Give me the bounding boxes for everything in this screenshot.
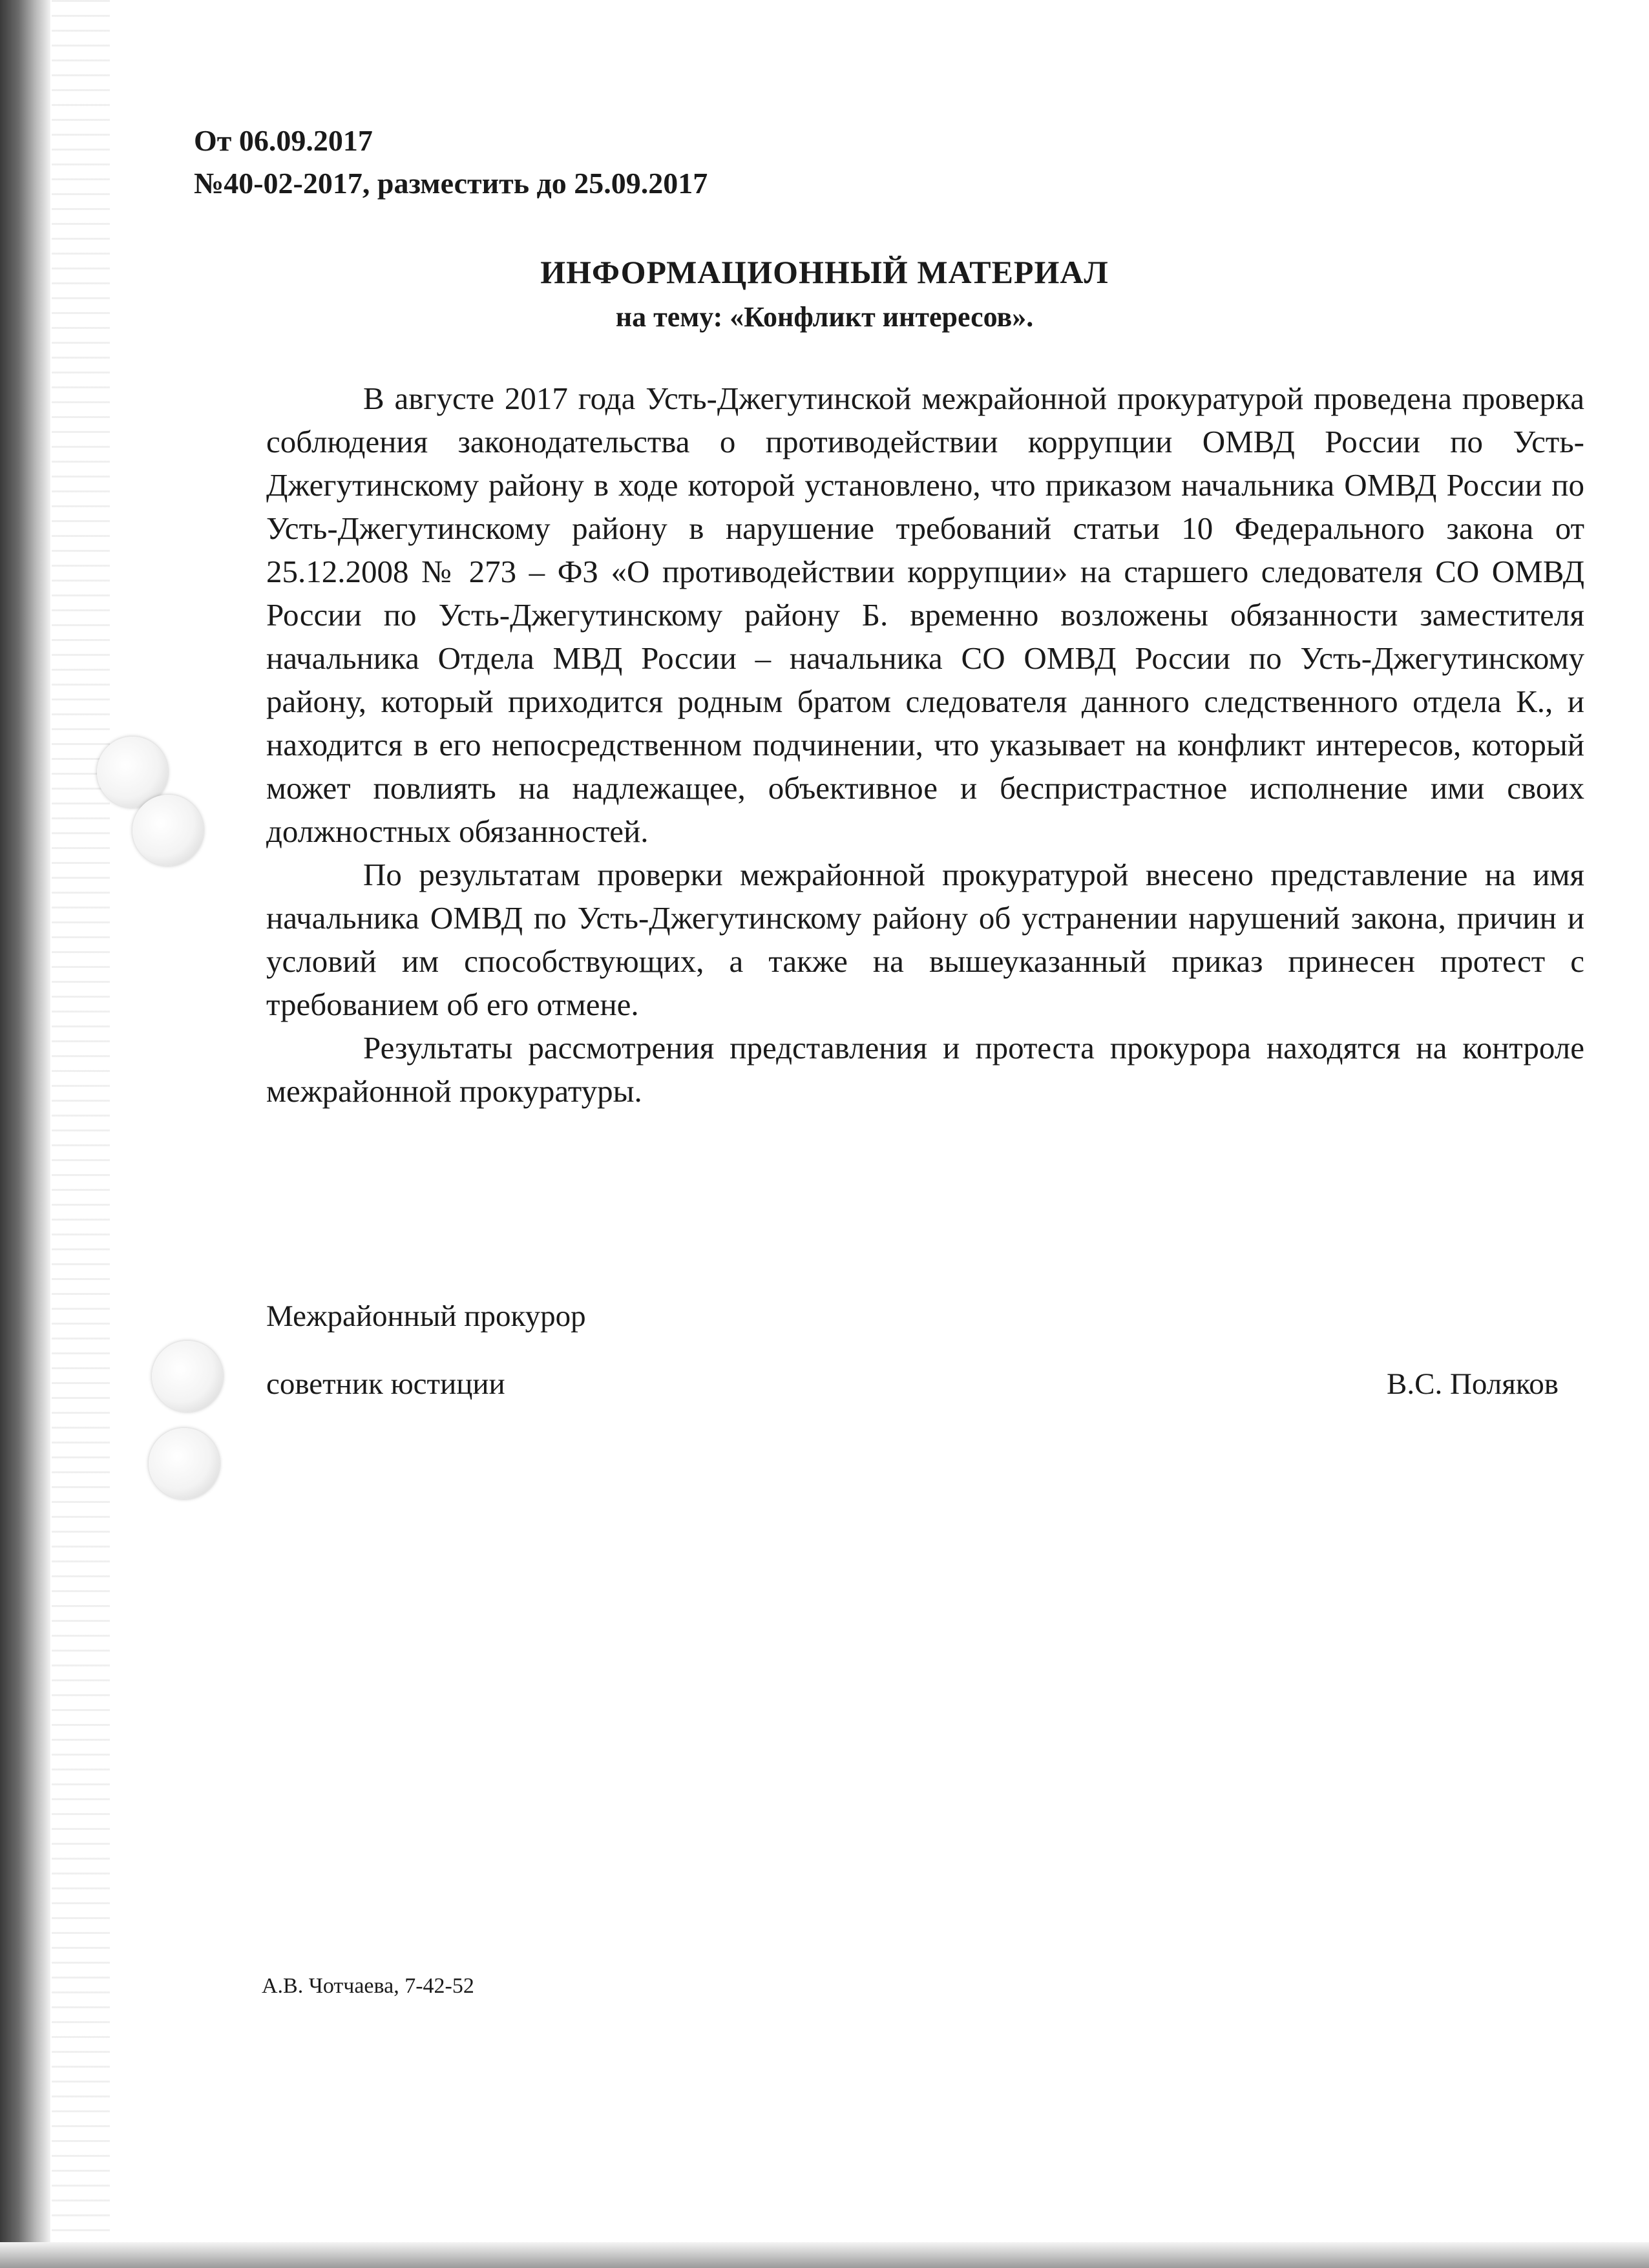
document-header xyxy=(194,120,708,205)
body-paragraph-2: По результатам проверки межрайонной прокуратурой внесено представление на имя начальника ОМВД по Усть-Джегутинскому району об устранении нарушений закона, причин и условий им способствующих, а также на вышеуказанный приказ принесен протест с требованием об его отмене. xyxy=(266,857,1584,1022)
punch-hole-4 xyxy=(149,1428,220,1499)
signatory-rank: советник юстиции xyxy=(266,1367,505,1401)
header-date: От 06.09.2017 xyxy=(194,124,373,157)
scan-left-edge xyxy=(0,0,50,2268)
scan-bottom-edge xyxy=(0,2242,1649,2268)
document-title: ИНФОРМАЦИОННЫЙ МАТЕРИАЛ xyxy=(540,254,1109,290)
signatory-position: Межрайонный прокурор xyxy=(266,1299,586,1333)
document-body xyxy=(266,377,1584,1113)
document-title-block xyxy=(0,249,1649,339)
executor-contact: А.В. Чотчаева, 7-42-52 xyxy=(262,1974,474,1998)
signatory-name: В.С. Поляков xyxy=(1387,1367,1559,1401)
header-number: №40-02-2017, разместить до 25.09.2017 xyxy=(194,167,708,200)
document-subtitle: на тему: «Конфликт интересов». xyxy=(615,301,1034,333)
punch-hole-3 xyxy=(152,1341,223,1412)
punch-hole-2 xyxy=(132,795,204,866)
scan-edge-noise xyxy=(52,0,110,2268)
body-paragraph-3: Результаты рассмотрения представления и протеста прокурора находятся на контроле межрайонной прокуратуры. xyxy=(266,1030,1584,1109)
body-paragraph-1: В августе 2017 года Усть-Джегутинской межрайонной прокуратурой проведена проверка соблюдения законодательства о противодействии коррупции ОМВД России по Усть-Джегутинскому району в ходе которой установлено, что приказом начальника ОМВД России по Усть-Джегутинскому району в нарушение требований статьи 10 Федерального закона от 25.12.2008 № 273 – ФЗ «О противодействии коррупции» на старшего следователя СО ОМВД России по Усть-Джегутинскому району Б. временно возложены обязанности заместителя начальника Отдела МВД России – начальника СО ОМВД России по Усть-Джегутинскому району, который приходится родным братом следователя данного следственного отдела К., и находится в его непосредственном подчинении, что указывает на конфликт интересов, который может повлиять на надлежащее, объективное и беспристрастное исполнение ими своих должностных обязанностей. xyxy=(266,381,1584,849)
